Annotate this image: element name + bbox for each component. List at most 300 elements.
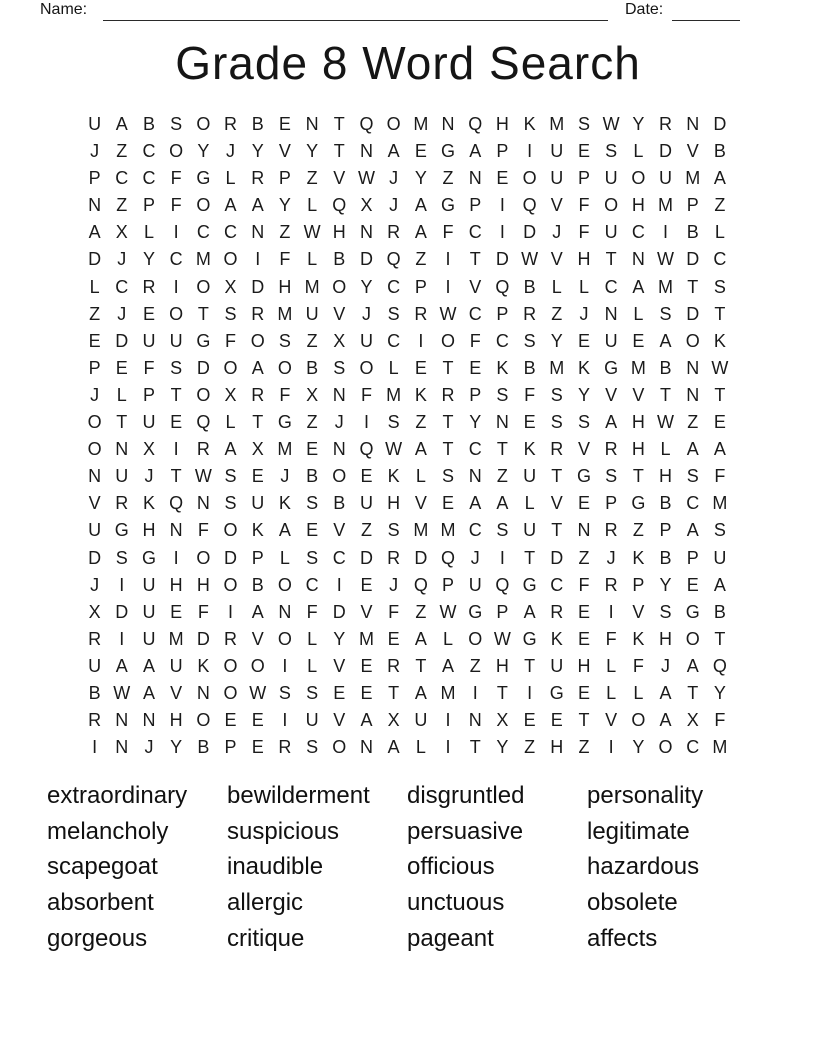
grid-letter: I — [608, 601, 614, 622]
grid-letter: A — [686, 655, 699, 676]
grid-letter: N — [468, 710, 482, 731]
grid-letter: F — [632, 655, 644, 676]
grid-letter: T — [632, 466, 644, 487]
grid-letter: E — [360, 682, 373, 703]
grid-letter: F — [279, 384, 291, 405]
grid-letter: E — [577, 141, 590, 162]
grid-letter: A — [442, 655, 455, 676]
grid-letter: J — [144, 466, 154, 487]
grid-row — [81, 436, 734, 463]
grid-letter: U — [305, 710, 319, 731]
grid-letter: I — [527, 141, 533, 162]
grid-letter: T — [578, 710, 590, 731]
grid-letter: F — [306, 601, 318, 622]
grid-letter: S — [605, 141, 618, 162]
grid-letter: M — [195, 249, 211, 270]
grid-letter: B — [333, 493, 346, 514]
grid-letter: Q — [359, 439, 374, 460]
grid-letter: N — [495, 412, 509, 433]
grid-letter: T — [442, 357, 454, 378]
word-list-column — [407, 778, 587, 956]
grid-letter: D — [88, 547, 102, 568]
grid-letter: Y — [632, 737, 645, 758]
grid-letter: I — [499, 195, 505, 216]
grid-letter: R — [387, 222, 401, 243]
grid-letter: V — [632, 601, 645, 622]
word-list-column — [227, 778, 407, 956]
grid-letter: B — [333, 249, 346, 270]
grid-letter: H — [387, 493, 401, 514]
grid-letter: R — [387, 655, 401, 676]
grid-letter: L — [633, 682, 644, 703]
grid-letter: M — [658, 276, 674, 297]
grid-letter: W — [194, 466, 212, 487]
grid-letter: A — [414, 682, 427, 703]
grid-letter: L — [143, 222, 154, 243]
letter-grid — [81, 111, 734, 761]
grid-letter: V — [550, 195, 563, 216]
grid-row — [81, 192, 734, 219]
grid-letter: U — [142, 601, 156, 622]
date-fill-line — [672, 20, 740, 21]
grid-letter: O — [169, 303, 184, 324]
grid-letter: D — [115, 601, 129, 622]
grid-letter: N — [251, 222, 265, 243]
grid-letter: S — [278, 682, 291, 703]
grid-letter: E — [360, 466, 373, 487]
grid-letter: E — [577, 330, 590, 351]
grid-letter: Z — [578, 547, 590, 568]
grid-letter: O — [277, 574, 292, 595]
grid-letter: T — [388, 682, 400, 703]
grid-letter: P — [686, 547, 699, 568]
grid-letter: P — [659, 520, 672, 541]
grid-letter: O — [468, 628, 483, 649]
grid-letter: P — [686, 195, 699, 216]
grid-letter: X — [496, 710, 509, 731]
grid-letter: R — [550, 439, 564, 460]
grid-letter: S — [306, 547, 319, 568]
grid-letter: H — [169, 574, 183, 595]
grid-letter: T — [333, 141, 345, 162]
word-item: officious — [407, 853, 495, 881]
grid-letter: O — [522, 168, 537, 189]
grid-letter: P — [88, 168, 101, 189]
word-item: allergic — [227, 889, 304, 917]
grid-row — [81, 490, 734, 517]
grid-letter: G — [277, 412, 292, 433]
grid-letter: R — [88, 710, 102, 731]
word-item: scapegoat — [47, 853, 158, 881]
grid-letter: K — [142, 493, 155, 514]
grid-letter: J — [280, 466, 290, 487]
grid-letter: G — [522, 628, 537, 649]
grid-letter: K — [278, 493, 291, 514]
grid-letter: W — [493, 628, 511, 649]
grid-letter: L — [307, 628, 318, 649]
grid-letter: E — [251, 710, 264, 731]
word-item: unctuous — [407, 889, 505, 917]
grid-letter: C — [604, 276, 618, 297]
grid-row — [81, 301, 734, 328]
grid-letter: E — [632, 330, 645, 351]
word-list-column — [587, 778, 767, 956]
grid-letter: M — [358, 628, 374, 649]
grid-letter: F — [578, 195, 590, 216]
grid-letter: N — [441, 114, 455, 134]
grid-letter: A — [713, 439, 726, 460]
grid-letter: S — [278, 330, 291, 351]
grid-row — [81, 409, 734, 436]
grid-letter: G — [549, 682, 564, 703]
grid-letter: L — [660, 439, 671, 460]
grid-letter: I — [445, 249, 451, 270]
grid-letter: D — [196, 357, 210, 378]
grid-letter: E — [224, 710, 237, 731]
grid-letter: U — [88, 114, 102, 134]
grid-letter: T — [714, 384, 726, 405]
grid-letter: A — [414, 195, 427, 216]
grid-letter: R — [115, 493, 129, 514]
grid-letter: E — [360, 655, 373, 676]
grid-letter: D — [659, 141, 673, 162]
grid-letter: A — [224, 439, 237, 460]
grid-letter: M — [549, 357, 565, 378]
grid-letter: F — [360, 384, 372, 405]
grid-row — [81, 382, 734, 409]
word-item: absorbent — [47, 889, 154, 917]
grid-letter: E — [686, 574, 699, 595]
grid-letter: P — [142, 384, 155, 405]
grid-letter: N — [305, 114, 319, 134]
grid-letter: I — [663, 222, 669, 243]
grid-letter: E — [115, 357, 128, 378]
grid-letter: A — [414, 628, 427, 649]
grid-letter: K — [713, 330, 726, 351]
grid-letter: R — [604, 574, 618, 595]
grid-row — [81, 355, 734, 382]
grid-letter: B — [251, 114, 264, 134]
grid-row — [81, 545, 734, 572]
grid-letter: G — [522, 574, 537, 595]
grid-letter: T — [687, 682, 699, 703]
grid-letter: A — [88, 222, 101, 243]
grid-letter: A — [686, 520, 699, 541]
grid-letter: S — [577, 412, 590, 433]
grid-letter: K — [632, 547, 645, 568]
grid-letter: Q — [712, 655, 727, 676]
grid-letter: E — [306, 520, 319, 541]
grid-letter: F — [524, 384, 536, 405]
grid-letter: P — [442, 574, 455, 595]
grid-letter: H — [550, 737, 564, 758]
grid-letter: E — [496, 168, 509, 189]
grid-letter: C — [196, 222, 210, 243]
grid-letter: S — [713, 276, 726, 297]
grid-letter: D — [414, 547, 428, 568]
grid-letter: Y — [142, 249, 155, 270]
grid-letter: S — [333, 357, 346, 378]
grid-letter: I — [228, 601, 234, 622]
grid-letter: X — [360, 195, 373, 216]
grid-letter: B — [659, 547, 672, 568]
grid-row — [81, 463, 734, 490]
grid-letter: B — [306, 357, 319, 378]
grid-letter: V — [88, 493, 101, 514]
grid-letter: F — [197, 601, 209, 622]
grid-letter: Z — [306, 330, 318, 351]
grid-letter: D — [332, 601, 346, 622]
grid-letter: N — [631, 249, 645, 270]
grid-letter: L — [388, 357, 399, 378]
grid-letter: Q — [522, 195, 537, 216]
grid-letter: K — [251, 520, 264, 541]
grid-letter: E — [251, 737, 264, 758]
grid-letter: I — [499, 222, 505, 243]
grid-letter: I — [418, 330, 424, 351]
grid-letter: R — [88, 628, 102, 649]
grid-row — [81, 138, 734, 165]
grid-letter: B — [659, 357, 672, 378]
grid-letter: E — [278, 114, 291, 134]
grid-letter: O — [196, 384, 211, 405]
grid-letter: T — [442, 412, 454, 433]
grid-letter: T — [252, 412, 264, 433]
grid-letter: C — [387, 330, 401, 351]
grid-letter: J — [552, 222, 562, 243]
grid-letter: A — [605, 412, 618, 433]
grid-letter: F — [714, 466, 726, 487]
grid-letter: J — [361, 303, 371, 324]
grid-row — [81, 274, 734, 301]
grid-row — [81, 626, 734, 653]
grid-letter: N — [88, 195, 102, 216]
grid-letter: S — [659, 601, 672, 622]
grid-letter: S — [550, 412, 563, 433]
name-label: Name: — [40, 1, 88, 18]
grid-letter: A — [659, 682, 672, 703]
grid-letter: H — [631, 439, 645, 460]
grid-letter: B — [713, 141, 726, 162]
grid-letter: S — [306, 493, 319, 514]
grid-letter: Q — [495, 574, 510, 595]
grid-letter: S — [224, 493, 237, 514]
grid-letter: Y — [278, 195, 291, 216]
grid-letter: O — [87, 439, 102, 460]
grid-letter: M — [712, 493, 728, 514]
grid-letter: L — [633, 141, 644, 162]
grid-letter: V — [632, 384, 645, 405]
grid-letter: J — [334, 412, 344, 433]
grid-letter: L — [225, 412, 236, 433]
grid-letter: N — [332, 439, 346, 460]
grid-letter: I — [92, 737, 98, 758]
grid-letter: D — [523, 222, 537, 243]
grid-letter: T — [469, 737, 481, 758]
grid-letter: C — [550, 574, 564, 595]
grid-letter: X — [142, 439, 155, 460]
grid-letter: U — [115, 466, 129, 487]
grid-letter: N — [686, 114, 700, 134]
grid-letter: H — [659, 628, 673, 649]
grid-letter: T — [524, 547, 536, 568]
grid-letter: U — [169, 655, 183, 676]
grid-letter: I — [282, 710, 288, 731]
grid-letter: I — [608, 737, 614, 758]
grid-letter: O — [277, 357, 292, 378]
grid-letter: Z — [116, 141, 128, 162]
grid-letter: Z — [306, 168, 318, 189]
grid-letter: P — [88, 357, 101, 378]
grid-letter: A — [251, 601, 264, 622]
grid-letter: M — [168, 628, 184, 649]
grid-letter: B — [306, 466, 319, 487]
grid-letter: O — [223, 655, 238, 676]
grid-letter: O — [196, 276, 211, 297]
grid-letter: R — [604, 439, 618, 460]
grid-letter: R — [523, 303, 537, 324]
grid-letter: V — [333, 168, 346, 189]
grid-letter: J — [117, 249, 127, 270]
grid-letter: L — [307, 655, 318, 676]
word-item: bewilderment — [227, 782, 370, 809]
grid-letter: C — [631, 222, 645, 243]
grid-letter: X — [88, 601, 101, 622]
word-item: melancholy — [47, 817, 169, 845]
grid-letter: N — [115, 737, 129, 758]
grid-letter: G — [441, 195, 456, 216]
grid-letter: F — [469, 330, 481, 351]
grid-letter: N — [196, 493, 210, 514]
grid-letter: Q — [386, 249, 401, 270]
grid-letter: W — [385, 439, 403, 460]
grid-letter: T — [170, 384, 182, 405]
grid-letter: A — [142, 682, 155, 703]
grid-letter: R — [251, 303, 265, 324]
grid-letter: Y — [251, 141, 264, 162]
grid-letter: Y — [469, 412, 482, 433]
grid-letter: S — [224, 303, 237, 324]
grid-letter: G — [685, 601, 700, 622]
grid-letter: X — [224, 384, 237, 405]
grid-letter: V — [170, 682, 183, 703]
grid-letter: H — [142, 520, 156, 541]
grid-letter: E — [414, 141, 427, 162]
grid-letter: I — [173, 222, 179, 243]
grid-letter: W — [657, 412, 675, 433]
grid-letter: R — [142, 276, 156, 297]
grid-letter: S — [496, 384, 509, 405]
grid-letter: V — [333, 655, 346, 676]
grid-letter: E — [251, 466, 264, 487]
grid-letter: W — [357, 168, 375, 189]
grid-letter: A — [414, 439, 427, 460]
grid-letter: C — [115, 168, 129, 189]
grid-letter: U — [142, 628, 156, 649]
grid-letter: J — [144, 737, 154, 758]
grid-letter: E — [142, 303, 155, 324]
grid-letter: S — [170, 114, 183, 134]
grid-letter: A — [414, 222, 427, 243]
grid-letter: F — [714, 710, 726, 731]
grid-letter: D — [686, 249, 700, 270]
grid-letter: B — [713, 601, 726, 622]
grid-letter: Y — [659, 574, 672, 595]
grid-letter: T — [551, 520, 563, 541]
grid-letter: U — [142, 412, 156, 433]
grid-letter: E — [170, 601, 183, 622]
grid-letter: T — [496, 439, 508, 460]
grid-row — [81, 517, 734, 544]
grid-letter: T — [415, 655, 427, 676]
grid-letter: W — [113, 682, 131, 703]
grid-letter: G — [576, 466, 591, 487]
grid-letter: U — [550, 141, 564, 162]
grid-letter: N — [604, 303, 618, 324]
grid-letter: N — [359, 141, 373, 162]
grid-letter: Z — [360, 520, 372, 541]
grid-letter: W — [439, 601, 457, 622]
grid-letter: T — [687, 276, 699, 297]
grid-letter: N — [115, 439, 129, 460]
grid-letter: A — [387, 737, 400, 758]
grid-letter: F — [197, 520, 209, 541]
grid-row — [81, 653, 734, 680]
grid-letter: A — [496, 493, 509, 514]
grid-letter: M — [440, 682, 456, 703]
grid-letter: D — [88, 249, 102, 270]
grid-letter: E — [550, 710, 563, 731]
grid-letter: O — [169, 141, 184, 162]
grid-letter: A — [686, 439, 699, 460]
grid-letter: Y — [360, 276, 373, 297]
grid-letter: U — [468, 574, 482, 595]
grid-letter: M — [658, 195, 674, 216]
grid-letter: V — [686, 141, 699, 162]
grid-letter: F — [279, 249, 291, 270]
grid-letter: U — [88, 655, 102, 676]
grid-letter: C — [713, 249, 727, 270]
grid-letter: U — [604, 168, 618, 189]
grid-letter: E — [469, 357, 482, 378]
grid-letter: S — [550, 384, 563, 405]
grid-letter: R — [604, 520, 618, 541]
grid-letter: Y — [632, 114, 645, 134]
grid-letter: T — [170, 466, 182, 487]
grid-letter: N — [359, 737, 373, 758]
grid-letter: R — [278, 737, 292, 758]
grid-letter: L — [415, 737, 426, 758]
grid-letter: M — [712, 737, 728, 758]
grid-letter: M — [277, 439, 293, 460]
grid-letter: O — [604, 195, 619, 216]
grid-letter: M — [386, 384, 402, 405]
grid-letter: O — [87, 412, 102, 433]
grid-row — [81, 572, 734, 599]
grid-letter: K — [387, 466, 400, 487]
grid-letter: J — [389, 574, 399, 595]
grid-letter: L — [443, 628, 454, 649]
grid-letter: V — [333, 303, 346, 324]
grid-letter: U — [169, 330, 183, 351]
grid-letter: Q — [332, 195, 347, 216]
grid-letter: S — [306, 737, 319, 758]
grid-letter: C — [495, 330, 509, 351]
grid-letter: A — [659, 330, 672, 351]
grid-letter: P — [469, 195, 482, 216]
grid-letter: A — [115, 114, 128, 134]
grid-letter: T — [660, 384, 672, 405]
